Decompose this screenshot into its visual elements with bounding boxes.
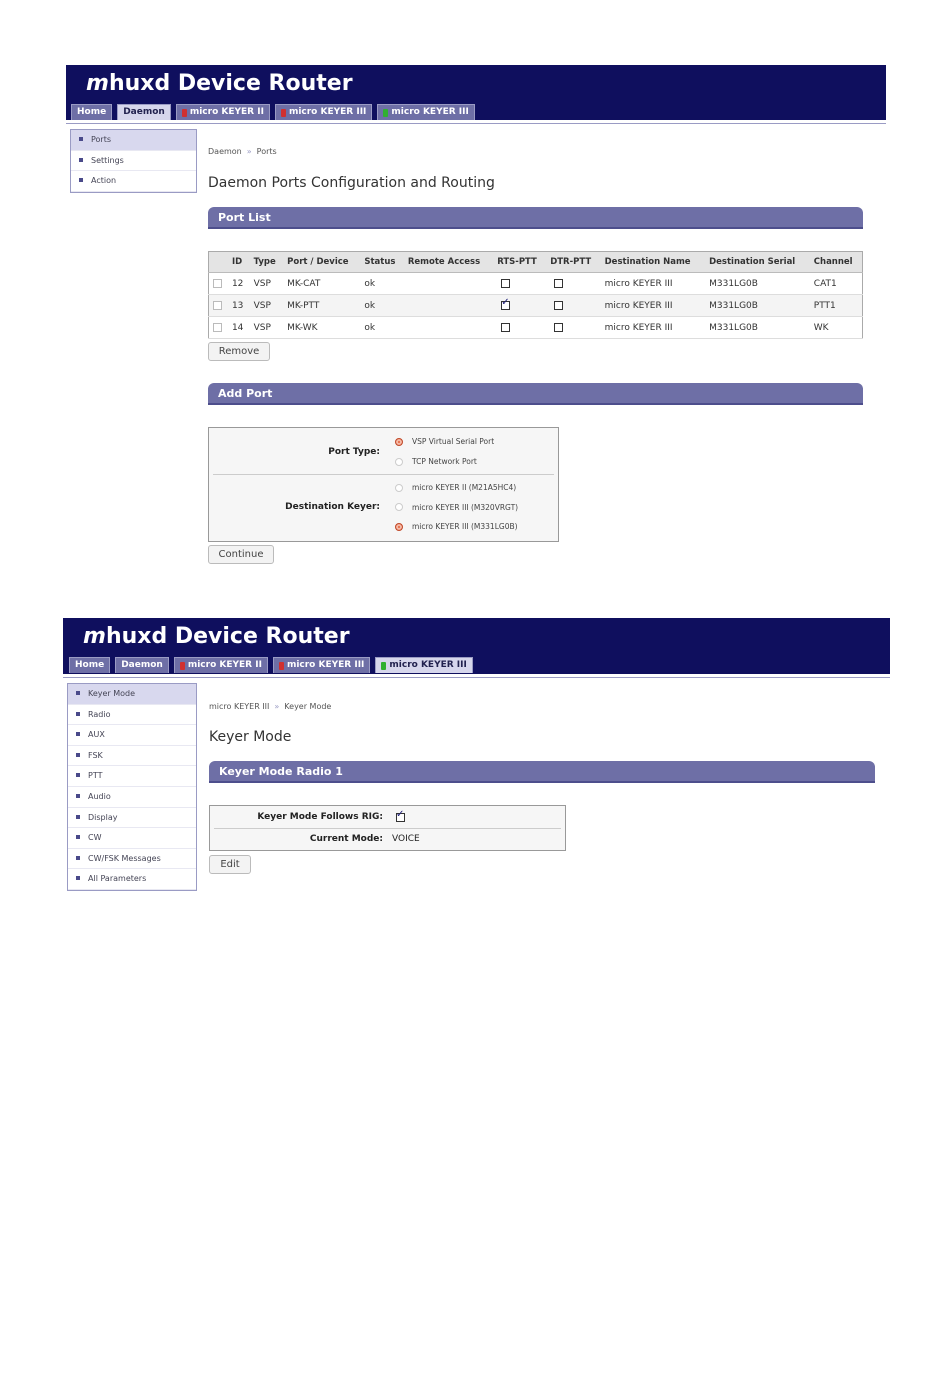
sidebar-item-cw[interactable] xyxy=(68,828,196,849)
app-logo: mhuxd Device Router xyxy=(86,71,353,96)
cell-dest-name: micro KEYER III xyxy=(601,273,705,295)
column-header-rts-ptt: RTS-PTT xyxy=(493,252,546,273)
row-select-cell xyxy=(209,317,228,339)
sidebar-item-fsk[interactable] xyxy=(68,746,196,767)
column-header-id: ID xyxy=(228,252,250,273)
destination-keyer-label: Destination Keyer: xyxy=(285,502,380,512)
sidebar-item-radio[interactable] xyxy=(68,705,196,726)
cell-dest-serial: M331LG0B xyxy=(705,295,810,317)
radio-button[interactable] xyxy=(395,484,403,492)
cell-device: MK-CAT xyxy=(283,273,360,295)
bullet-icon xyxy=(76,876,80,880)
cell-status: ok xyxy=(360,317,403,339)
main-tabs xyxy=(71,104,475,120)
tab-micro-keyer-iii-3[interactable] xyxy=(275,104,372,120)
sidebar xyxy=(67,683,197,891)
breadcrumb xyxy=(209,702,331,711)
tab-micro-keyer-ii-2[interactable] xyxy=(174,657,268,673)
keyer-mode-form xyxy=(209,805,566,851)
bullet-icon xyxy=(76,794,80,798)
column-header-destination-serial: Destination Serial xyxy=(705,252,810,273)
column-header-status: Status xyxy=(360,252,403,273)
cell-remote xyxy=(404,295,493,317)
sidebar-item-label: Action xyxy=(91,176,117,186)
option-label: VSP Virtual Serial Port xyxy=(412,437,495,446)
tab-label: Daemon xyxy=(123,107,165,117)
bullet-icon xyxy=(76,773,80,777)
option-label: micro KEYER III (M331LG0B) xyxy=(412,522,518,531)
current-mode-value: VOICE xyxy=(392,834,420,844)
bullet-icon xyxy=(79,158,83,162)
radio-button[interactable] xyxy=(395,438,403,446)
screenshot-keyer-mode xyxy=(63,618,890,888)
device-status-icon xyxy=(182,109,187,117)
row-select-checkbox[interactable] xyxy=(213,323,222,332)
cell-remote xyxy=(404,273,493,295)
cell-status: ok xyxy=(360,295,403,317)
option-label: micro KEYER III (M320VRGT) xyxy=(412,502,519,512)
form-divider xyxy=(214,828,561,829)
tab-home-0[interactable] xyxy=(69,657,110,673)
cell-dest-serial: M331LG0B xyxy=(705,317,810,339)
tab-daemon-1[interactable] xyxy=(117,104,171,120)
sidebar-item-ports[interactable] xyxy=(71,130,196,151)
bullet-icon xyxy=(76,753,80,757)
cell-rts-ptt xyxy=(493,317,546,339)
column-header-channel: Channel xyxy=(810,252,863,273)
cell-dest-name: micro KEYER III xyxy=(601,317,705,339)
sidebar-item-all-parameters[interactable] xyxy=(68,869,196,890)
cell-rts-ptt xyxy=(493,295,546,317)
sidebar-item-settings[interactable] xyxy=(71,151,196,172)
page-title: Keyer Mode xyxy=(209,729,292,745)
main-tabs xyxy=(69,657,473,673)
cell-type: VSP xyxy=(250,317,284,339)
app-header xyxy=(66,65,886,120)
cell-channel: WK xyxy=(810,317,863,339)
screenshot-ports xyxy=(66,65,886,565)
sidebar-item-label: Ports xyxy=(91,135,112,144)
row-select-checkbox[interactable] xyxy=(213,301,222,310)
breadcrumb-separator: » xyxy=(246,147,252,156)
app-logo: mhuxd Device Router xyxy=(83,624,350,649)
breadcrumb-current: Ports xyxy=(256,147,277,156)
device-status-icon xyxy=(281,109,286,117)
tab-micro-keyer-iii-4[interactable] xyxy=(377,104,474,120)
bullet-icon xyxy=(76,712,80,716)
sidebar-item-audio[interactable] xyxy=(68,787,196,808)
option-micro-keyer-iii-m331lg0b[interactable] xyxy=(395,522,518,531)
table-row xyxy=(209,317,863,339)
tab-label: micro KEYER III xyxy=(286,660,365,670)
rts-ptt-checkbox[interactable] xyxy=(501,301,510,310)
dtr-ptt-checkbox[interactable] xyxy=(554,301,563,310)
device-status-icon xyxy=(279,662,284,670)
tab-label: micro KEYER III xyxy=(389,660,467,670)
option-vsp-virtual-serial-port[interactable] xyxy=(395,437,494,446)
sidebar-item-label: Audio xyxy=(88,791,111,801)
dtr-ptt-checkbox[interactable] xyxy=(554,323,563,332)
cell-status: ok xyxy=(360,273,403,295)
current-mode-label: Current Mode: xyxy=(309,834,383,844)
header-rule xyxy=(63,677,890,678)
port-type-label: Port Type: xyxy=(328,447,380,457)
app-header xyxy=(63,618,890,674)
sidebar-item-display[interactable] xyxy=(68,808,196,829)
breadcrumb xyxy=(208,147,277,156)
keyer-mode-header: Keyer Mode Radio 1 xyxy=(209,761,875,783)
bullet-icon xyxy=(79,137,83,141)
option-tcp-network-port[interactable] xyxy=(395,457,477,466)
page-title: Daemon Ports Configuration and Routing xyxy=(208,175,495,191)
cell-dest-name: micro KEYER III xyxy=(601,295,705,317)
sidebar-item-label: CW xyxy=(88,833,102,843)
bullet-icon xyxy=(76,815,80,819)
cell-rts-ptt xyxy=(493,273,546,295)
edit-button[interactable]: Edit xyxy=(209,855,251,874)
option-micro-keyer-iii-m320vrgt[interactable] xyxy=(395,503,518,512)
cell-device: MK-WK xyxy=(283,317,360,339)
sidebar-item-action[interactable] xyxy=(71,171,196,192)
remove-button[interactable]: Remove xyxy=(208,342,270,361)
column-header-destination-name: Destination Name xyxy=(601,252,705,273)
radio-button[interactable] xyxy=(395,523,403,531)
follows-rig-checkbox xyxy=(396,813,405,822)
option-micro-keyer-ii-m21a5hc4[interactable] xyxy=(395,483,516,492)
tab-micro-keyer-iii-3[interactable] xyxy=(273,657,370,673)
row-select-cell xyxy=(209,295,228,317)
sidebar-item-label: All Parameters xyxy=(88,874,147,884)
follows-rig-label: Keyer Mode Follows RIG: xyxy=(257,812,383,822)
device-status-icon xyxy=(180,662,185,670)
column-header-remote-access: Remote Access xyxy=(404,252,493,273)
port-list-header: Port List xyxy=(208,207,863,229)
cell-dest-serial: M331LG0B xyxy=(705,273,810,295)
breadcrumb-current: Keyer Mode xyxy=(284,702,332,711)
tab-home-0[interactable] xyxy=(71,104,112,120)
sidebar-item-ptt[interactable] xyxy=(68,766,196,787)
sidebar-item-label: Keyer Mode xyxy=(88,689,136,698)
breadcrumb-parent[interactable]: micro KEYER III xyxy=(209,702,270,711)
column-header-dtr-ptt: DTR-PTT xyxy=(546,252,600,273)
row-select-cell xyxy=(209,273,228,295)
cell-type: VSP xyxy=(250,295,284,317)
tab-label: micro KEYER III xyxy=(288,107,367,117)
form-divider xyxy=(213,474,554,475)
cell-dtr-ptt xyxy=(546,317,600,339)
bullet-icon xyxy=(76,691,80,695)
tab-micro-keyer-ii-2[interactable] xyxy=(176,104,270,120)
cell-remote xyxy=(404,317,493,339)
sidebar xyxy=(70,129,197,193)
row-select-checkbox[interactable] xyxy=(213,279,222,288)
bullet-icon xyxy=(76,732,80,736)
sidebar-item-label: AUX xyxy=(88,730,105,740)
sidebar-item-label: CW/FSK Messages xyxy=(88,853,161,863)
cell-id: 13 xyxy=(228,295,250,317)
tab-label: micro KEYER II xyxy=(187,660,262,670)
breadcrumb-parent[interactable]: Daemon xyxy=(208,147,242,156)
cell-dtr-ptt xyxy=(546,295,600,317)
sidebar-item-keyer-mode[interactable] xyxy=(68,684,196,705)
tab-label: micro KEYER II xyxy=(189,107,264,117)
cell-id: 14 xyxy=(228,317,250,339)
table-row xyxy=(209,295,863,317)
column-header-port-device: Port / Device xyxy=(283,252,360,273)
table-row xyxy=(209,273,863,295)
rts-ptt-checkbox[interactable] xyxy=(501,323,510,332)
column-header-type: Type xyxy=(250,252,284,273)
bullet-icon xyxy=(76,856,80,860)
bullet-icon xyxy=(79,178,83,182)
sidebar-item-label: Display xyxy=(88,812,118,822)
cell-id: 12 xyxy=(228,273,250,295)
breadcrumb-separator: » xyxy=(274,702,280,711)
tab-label: micro KEYER III xyxy=(391,107,469,117)
rts-ptt-checkbox[interactable] xyxy=(501,279,510,288)
option-label: TCP Network Port xyxy=(412,457,477,466)
tab-label: Home xyxy=(75,660,105,670)
bullet-icon xyxy=(76,835,80,839)
add-port-header: Add Port xyxy=(208,383,863,405)
device-status-icon xyxy=(381,662,386,670)
add-port-form xyxy=(208,427,559,542)
device-status-icon xyxy=(383,109,388,117)
column-header-select xyxy=(209,252,228,273)
tab-micro-keyer-iii-4[interactable] xyxy=(375,657,472,673)
dtr-ptt-checkbox[interactable] xyxy=(554,279,563,288)
sidebar-item-label: Radio xyxy=(88,709,111,719)
cell-channel: PTT1 xyxy=(810,295,863,317)
sidebar-item-aux[interactable] xyxy=(68,725,196,746)
radio-button[interactable] xyxy=(395,458,403,466)
sidebar-item-label: FSK xyxy=(88,750,103,760)
sidebar-item-cw-fsk-messages[interactable] xyxy=(68,849,196,870)
tab-daemon-1[interactable] xyxy=(115,657,169,673)
tab-label: Home xyxy=(77,107,107,117)
tab-label: Daemon xyxy=(121,660,163,670)
sidebar-item-label: PTT xyxy=(88,771,103,781)
cell-dtr-ptt xyxy=(546,273,600,295)
option-label: micro KEYER II (M21A5HC4) xyxy=(412,483,517,492)
sidebar-item-label: Settings xyxy=(91,155,124,165)
ports-table xyxy=(208,251,863,339)
cell-device: MK-PTT xyxy=(283,295,360,317)
radio-button[interactable] xyxy=(395,503,403,511)
cell-type: VSP xyxy=(250,273,284,295)
header-rule xyxy=(66,123,886,124)
cell-channel: CAT1 xyxy=(810,273,863,295)
continue-button[interactable]: Continue xyxy=(208,545,274,564)
